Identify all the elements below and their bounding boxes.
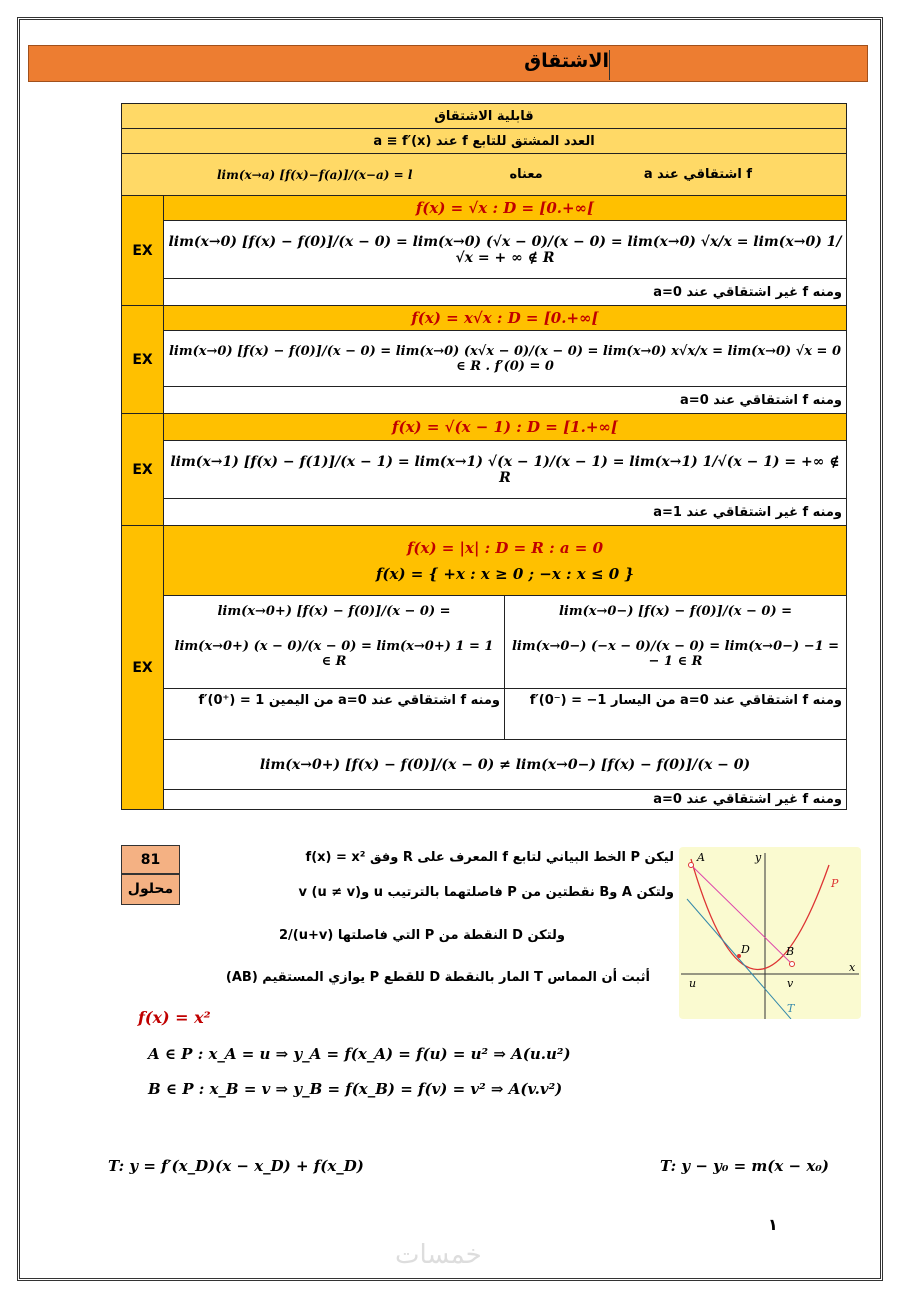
example-head: f(x) = √x : D = [0.+∞[ — [164, 196, 847, 221]
right-limit-2: lim(x→0+) (x − 0)/(x − 0) = lim(x→0+) 1 = 1 ∈ R — [174, 639, 494, 669]
exercise-line: أثبت أن المماس T المار بالنقطة D للقطع P يوازي المستقيم (AB) — [225, 970, 650, 985]
left-limit-2: lim(x→0−) (−x − 0)/(x − 0) = lim(x→0−) −1 = − 1 ∈ R — [511, 639, 840, 669]
exercise-line: ولتكن A وB نقطتين من P فاصلتهما بالترتيب u وv (u ≠ v) — [298, 885, 674, 900]
label-b: B — [786, 945, 795, 958]
table-title: قابلية الاشتقاق — [122, 104, 847, 129]
exercise-number: 81 — [122, 846, 179, 875]
solution-b: B ∈ P : x_B = v ⇒ y_B = f(x_B) = f(v) = v² ⇒ A(v.v²) — [148, 1080, 563, 1098]
ex-label: EX — [122, 526, 164, 810]
example-conclusion: ومنه f غير اشتقاقي عند a=0 — [164, 279, 847, 306]
label-x: x — [849, 961, 856, 974]
exercise-line: ولتكن D النقطة من P التي فاصلتها (u+v)/2 — [279, 928, 565, 943]
label-a: A — [697, 851, 705, 864]
example-conclusion: ومنه f غير اشتقاقي عند a=0 — [164, 790, 847, 810]
label-p: P — [831, 877, 839, 890]
definition-row — [122, 154, 847, 196]
right-limit-1: lim(x→0+) [f(x) − f(0)]/(x − 0) = — [217, 604, 451, 619]
label-u: u — [689, 977, 697, 990]
limits-comparison: lim(x→0+) [f(x) − f(0)]/(x − 0) ≠ lim(x→0−) [f(x) − f(0)]/(x − 0) — [164, 740, 847, 790]
exercise-line: ليكن P الخط البياني لتابع f المعرف على R وفق f(x) = x² — [305, 850, 674, 865]
left-derivative-conclusion: ومنه f اشتقاقي عند a=0 من اليسار f′(0⁻) = −1 — [529, 693, 842, 708]
solution-f: f(x) = x² — [138, 1008, 211, 1027]
definition-statement: f اشتقاقي عند a — [643, 167, 752, 182]
example-calc: lim(x→0) [f(x) − f(0)]/(x − 0) = lim(x→0) (x√x − 0)/(x − 0) = lim(x→0) x√x/x = lim(x→0) √x = 0 ∈ R . f′(0) = 0 — [164, 331, 847, 387]
page-number: ١ — [768, 1215, 778, 1234]
exercise-status: محلول — [127, 881, 174, 897]
example-head — [164, 526, 847, 596]
one-sided-conclusions — [164, 689, 847, 740]
derivability-table — [121, 103, 847, 810]
parabola-graph — [679, 847, 861, 1019]
point-b — [790, 962, 795, 967]
parabola-svg — [679, 847, 861, 1019]
right-limit-cell — [164, 596, 505, 688]
label-y: y — [755, 851, 762, 864]
example-head: f(x) = x√x : D = [0.+∞[ — [164, 306, 847, 331]
point-a — [689, 863, 694, 868]
definition-means: معناه — [509, 167, 543, 182]
definition-limit: lim(x→a) [f(x)−f(a)]/(x−a) = l — [217, 167, 413, 182]
label-d: D — [741, 943, 750, 956]
header-bar — [28, 45, 868, 82]
example-conclusion: ومنه f اشتقاقي عند a=0 — [164, 387, 847, 414]
right-derivative-conclusion: ومنه f اشتقاقي عند a=0 من اليمين f′(0⁺) = 1 — [164, 689, 505, 739]
watermark: خمسات — [395, 1240, 482, 1270]
parabola-curve — [691, 859, 829, 970]
example-conclusion: ومنه f غير اشتقاقي عند a=1 — [164, 499, 847, 526]
tangent-general-form: T: y − y₀ = m(x − x₀) — [660, 1157, 829, 1175]
label-v: v — [787, 977, 794, 990]
solution-a: A ∈ P : x_A = u ⇒ y_A = f(x_A) = f(u) = u² ⇒ A(u.u²) — [148, 1045, 571, 1063]
ex-label: EX — [122, 414, 164, 526]
example-calc: lim(x→0) [f(x) − f(0)]/(x − 0) = lim(x→0) (√x − 0)/(x − 0) = lim(x→0) √x/x = lim(x→0) 1/√x = + ∞ ∉ R — [164, 221, 847, 279]
piecewise-definition: f(x) = { +x : x ≥ 0 ; −x : x ≤ 0 } — [375, 564, 635, 583]
tangent-t — [687, 899, 791, 1019]
definition: العدد المشتق للتابع f عند a ≡ f′(x) — [122, 129, 847, 154]
exercise-badge — [121, 845, 180, 905]
abs-function-head: f(x) = |x| : D = R : a = 0 — [406, 538, 604, 557]
page-title: الاشتقاق — [534, 50, 610, 80]
left-limit-cell — [505, 596, 846, 688]
left-limit-1: lim(x→0−) [f(x) − f(0)]/(x − 0) = — [558, 604, 793, 619]
label-t: T — [787, 1002, 795, 1015]
one-sided-limits — [164, 596, 847, 689]
ex-label: EX — [122, 306, 164, 414]
ex-label: EX — [122, 196, 164, 306]
example-calc: lim(x→1) [f(x) − f(1)]/(x − 1) = lim(x→1) √(x − 1)/(x − 1) = lim(x→1) 1/√(x − 1) = +∞ ∉ R — [164, 441, 847, 499]
tangent-equation: T: y = f′(x_D)(x − x_D) + f(x_D) — [108, 1157, 364, 1175]
example-head: f(x) = √(x − 1) : D = [1.+∞[ — [164, 414, 847, 441]
